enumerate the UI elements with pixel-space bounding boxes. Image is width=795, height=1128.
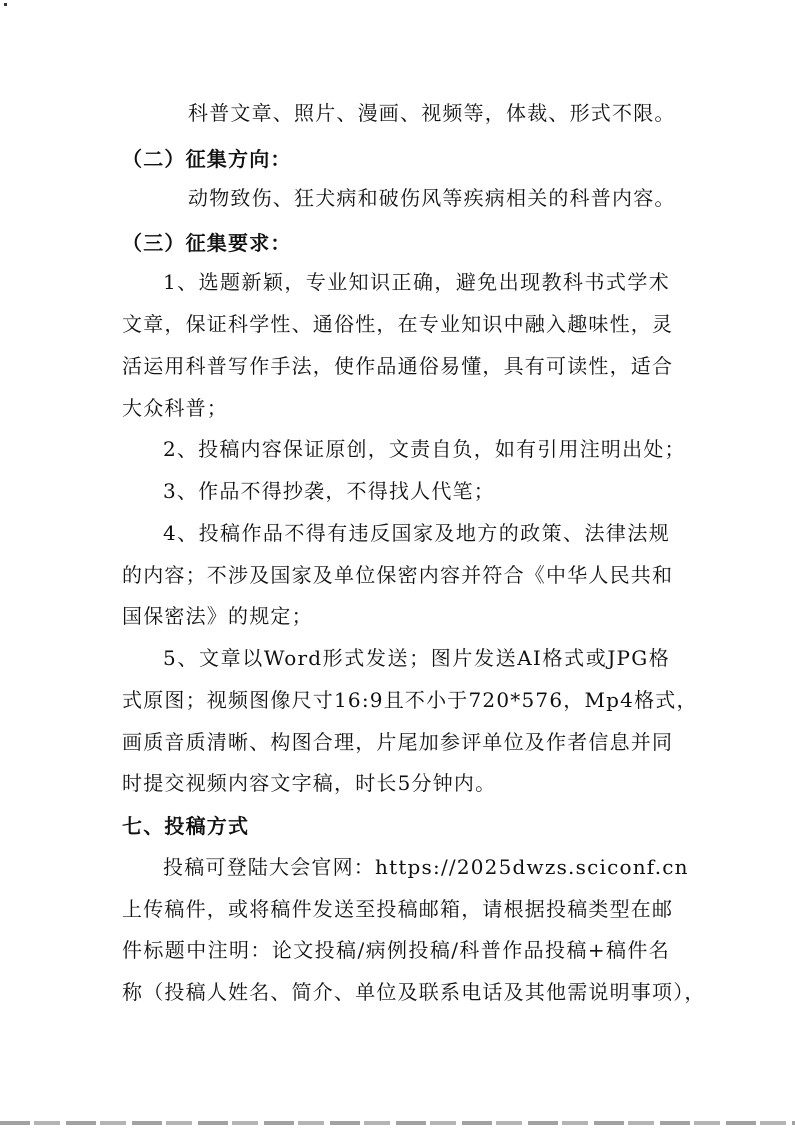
text-line-5: 1、选题新颖，专业知识正确，避免出现教科书式学术: [163, 270, 670, 294]
text-line-17: 时提交视频内容文字稿，时长5分钟内。: [122, 771, 497, 795]
text-line-16: 画质音质清晰、构图合理，片尾加参评单位及作者信息并同: [122, 730, 674, 754]
text-line-3: 动物致伤、狂犬病和破伤风等疾病相关的科普内容。: [188, 186, 676, 210]
text-line-1: 科普文章、照片、漫画、视频等，体裁、形式不限。: [188, 101, 676, 125]
text-line-14: 5、文章以Word形式发送；图片发送AI格式或JPG格: [163, 646, 670, 670]
text-line-10: 3、作品不得抄袭，不得找人代笔；: [163, 479, 495, 503]
section-heading-requirements: （三）征集要求：: [122, 231, 292, 255]
section-heading-submission: 七、投稿方式: [122, 814, 250, 838]
text-line-20: 上传稿件，或将稿件发送至投稿邮箱，请根据投稿类型在邮: [122, 897, 674, 921]
text-line-15: 式原图；视频图像尺寸16:9且不小于720*576，Mp4格式，: [122, 688, 698, 712]
text-line-7: 活运用科普写作手法，使作品通俗易懂，具有可读性，适合: [122, 354, 674, 378]
text-line-12: 的内容；不涉及国家及单位保密内容并符合《中华人民共和: [122, 563, 674, 587]
text-line-8: 大众科普；: [122, 396, 228, 420]
scan-mark: [4, 3, 7, 6]
section-heading-direction: （二）征集方向：: [122, 147, 292, 171]
text-line-19: 投稿可登陆大会官网：https://2025dwzs.sciconf.cn: [163, 855, 689, 879]
scan-edge: [0, 1121, 795, 1125]
text-line-22: 称（投稿人姓名、简介、单位及联系电话及其他需说明事项），: [122, 980, 706, 1004]
text-line-9: 2、投稿内容保证原创，文责自负，如有引用注明出处；: [163, 437, 686, 461]
text-line-13: 国保密法》的规定；: [122, 604, 313, 628]
text-line-6: 文章，保证科学性、通俗性，在专业知识中融入趣味性，灵: [122, 312, 674, 336]
text-line-11: 4、投稿作品不得有违反国家及地方的政策、法律法规: [163, 521, 670, 545]
text-line-21: 件标题中注明：论文投稿/病例投稿/科普作品投稿+稿件名: [122, 938, 670, 962]
